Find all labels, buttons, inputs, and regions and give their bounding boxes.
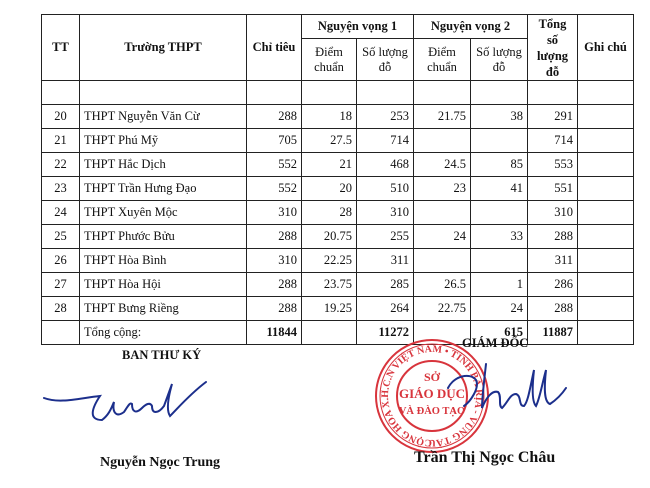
cell-nv1-cut: 28 [302,201,357,225]
totals-row [42,321,634,345]
cell-quota: 552 [247,177,302,201]
header-total: Tổng số lượng đỗ [528,15,578,81]
cell-quota: 705 [247,129,302,153]
stamp-line-1: SỞ [423,370,441,384]
table-row [42,273,634,297]
cell-note [578,105,634,129]
cell-nv1-cut: 22.25 [302,249,357,273]
table-row [42,297,634,321]
cell-nv1-cut: 27.5 [302,129,357,153]
totals-label: Tổng cộng: [80,321,247,345]
cell-nv1-cut: 21 [302,153,357,177]
cell-nv1-cut: 19.25 [302,297,357,321]
cell-note [578,201,634,225]
cell-school: THPT Xuyên Mộc [80,201,247,225]
cell-nv1-cut: 20 [302,177,357,201]
cell-total: 310 [528,201,578,225]
cell-tt: 20 [42,105,80,129]
cell-note [578,177,634,201]
table-row [42,177,634,201]
cell-nv2-cut [414,249,471,273]
cell-school: THPT Phước Bửu [80,225,247,249]
cell-tt: 24 [42,201,80,225]
table-row [42,153,634,177]
header-tt: TT [42,15,80,81]
cell-quota: 288 [247,225,302,249]
cell-note [578,129,634,153]
left-signer-name: Nguyễn Ngọc Trung [100,455,221,470]
cell-nv2-cut: 26.5 [414,273,471,297]
cell-school: THPT Trần Hưng Đạo [80,177,247,201]
header-school: Trường THPT [80,15,247,81]
header-nv2-passed: Số lượng đỗ [471,39,528,81]
cell-nv1-pass: 255 [357,225,414,249]
cell-total: 288 [528,225,578,249]
cell-quota: 552 [247,153,302,177]
cell-note [578,249,634,273]
cell-note [578,225,634,249]
cell-tt: 21 [42,129,80,153]
table-row [42,105,634,129]
cell-nv1-pass: 253 [357,105,414,129]
results-table [41,14,634,345]
cell-total: 551 [528,177,578,201]
table-row [42,129,634,153]
cell-nv2-pass [471,129,528,153]
right-signer-name: Trần Thị Ngọc Châu [414,449,556,466]
cell-nv1-pass: 285 [357,273,414,297]
cell-nv2-cut: 21.75 [414,105,471,129]
table-row [42,225,634,249]
cell-quota: 288 [247,297,302,321]
stamp-line-3: VÀ ĐÀO TẠO [398,406,466,417]
cell-nv2-cut: 24.5 [414,153,471,177]
totals-total: 11887 [528,321,578,345]
cell-nv1-cut: 18 [302,105,357,129]
cell-school: THPT Hòa Hội [80,273,247,297]
header-nv1-passed: Số lượng đỗ [357,39,414,81]
cell-school: THPT Hắc Dịch [80,153,247,177]
cell-nv2-pass: 85 [471,153,528,177]
table-row [42,201,634,225]
cell-nv2-pass: 33 [471,225,528,249]
cell-quota: 310 [247,249,302,273]
cell-nv2-pass: 1 [471,273,528,297]
cell-tt: 26 [42,249,80,273]
cell-total: 288 [528,297,578,321]
cell-nv1-pass: 311 [357,249,414,273]
cell-nv2-cut [414,201,471,225]
cell-tt: 25 [42,225,80,249]
cell-quota: 288 [247,105,302,129]
cell-nv1-pass: 510 [357,177,414,201]
cell-nv2-cut: 23 [414,177,471,201]
cell-nv1-pass: 310 [357,201,414,225]
cell-total: 553 [528,153,578,177]
cell-total: 714 [528,129,578,153]
cell-nv2-pass [471,249,528,273]
cell-school: THPT Phú Mỹ [80,129,247,153]
cell-nv1-cut: 23.75 [302,273,357,297]
cell-nv2-pass: 38 [471,105,528,129]
header-nv2-cutoff: Điểm chuẩn [414,39,471,81]
cell-nv1-pass: 264 [357,297,414,321]
header-nv1: Nguyện vọng 1 [302,15,414,39]
cell-tt: 27 [42,273,80,297]
left-signature-image [40,368,210,438]
cell-nv1-pass: 468 [357,153,414,177]
stamp-ring-text: CỘNG HÒA X.H.C.N VIỆT NAM • TỈNH BÀ RỊA - VŨNG TÀU [379,343,485,449]
totals-nv1-passed: 11272 [357,321,414,345]
cell-school: THPT Bưng Riềng [80,297,247,321]
stamp-line-2: GIÁO DỤC [398,386,466,401]
header-nv2: Nguyện vọng 2 [414,15,528,39]
cell-nv2-pass: 41 [471,177,528,201]
header-note: Ghi chú [578,15,634,81]
left-signature-title: BAN THƯ KÝ [122,348,202,362]
cell-nv2-cut [414,129,471,153]
cell-note [578,153,634,177]
cell-nv1-pass: 714 [357,129,414,153]
cell-tt: 23 [42,177,80,201]
cell-note [578,297,634,321]
cell-nv2-cut: 22.75 [414,297,471,321]
cell-school: THPT Hòa Bình [80,249,247,273]
cell-note [578,273,634,297]
header-quota: Chỉ tiêu [247,15,302,81]
right-signature-title: GIÁM ĐỐC [462,336,529,350]
cell-total: 286 [528,273,578,297]
right-signature-image [440,358,570,418]
totals-nv2-passed: 615 [471,321,528,345]
cell-total: 291 [528,105,578,129]
cell-quota: 288 [247,273,302,297]
cell-school: THPT Nguyễn Văn Cừ [80,105,247,129]
cell-nv2-pass: 24 [471,297,528,321]
spacer-row [42,81,634,105]
cell-nv1-cut: 20.75 [302,225,357,249]
header-nv1-cutoff: Điểm chuẩn [302,39,357,81]
cell-tt: 22 [42,153,80,177]
table-row [42,249,634,273]
cell-total: 311 [528,249,578,273]
cell-tt: 28 [42,297,80,321]
cell-nv2-pass [471,201,528,225]
cell-nv2-cut: 24 [414,225,471,249]
totals-quota: 11844 [247,321,302,345]
cell-quota: 310 [247,201,302,225]
